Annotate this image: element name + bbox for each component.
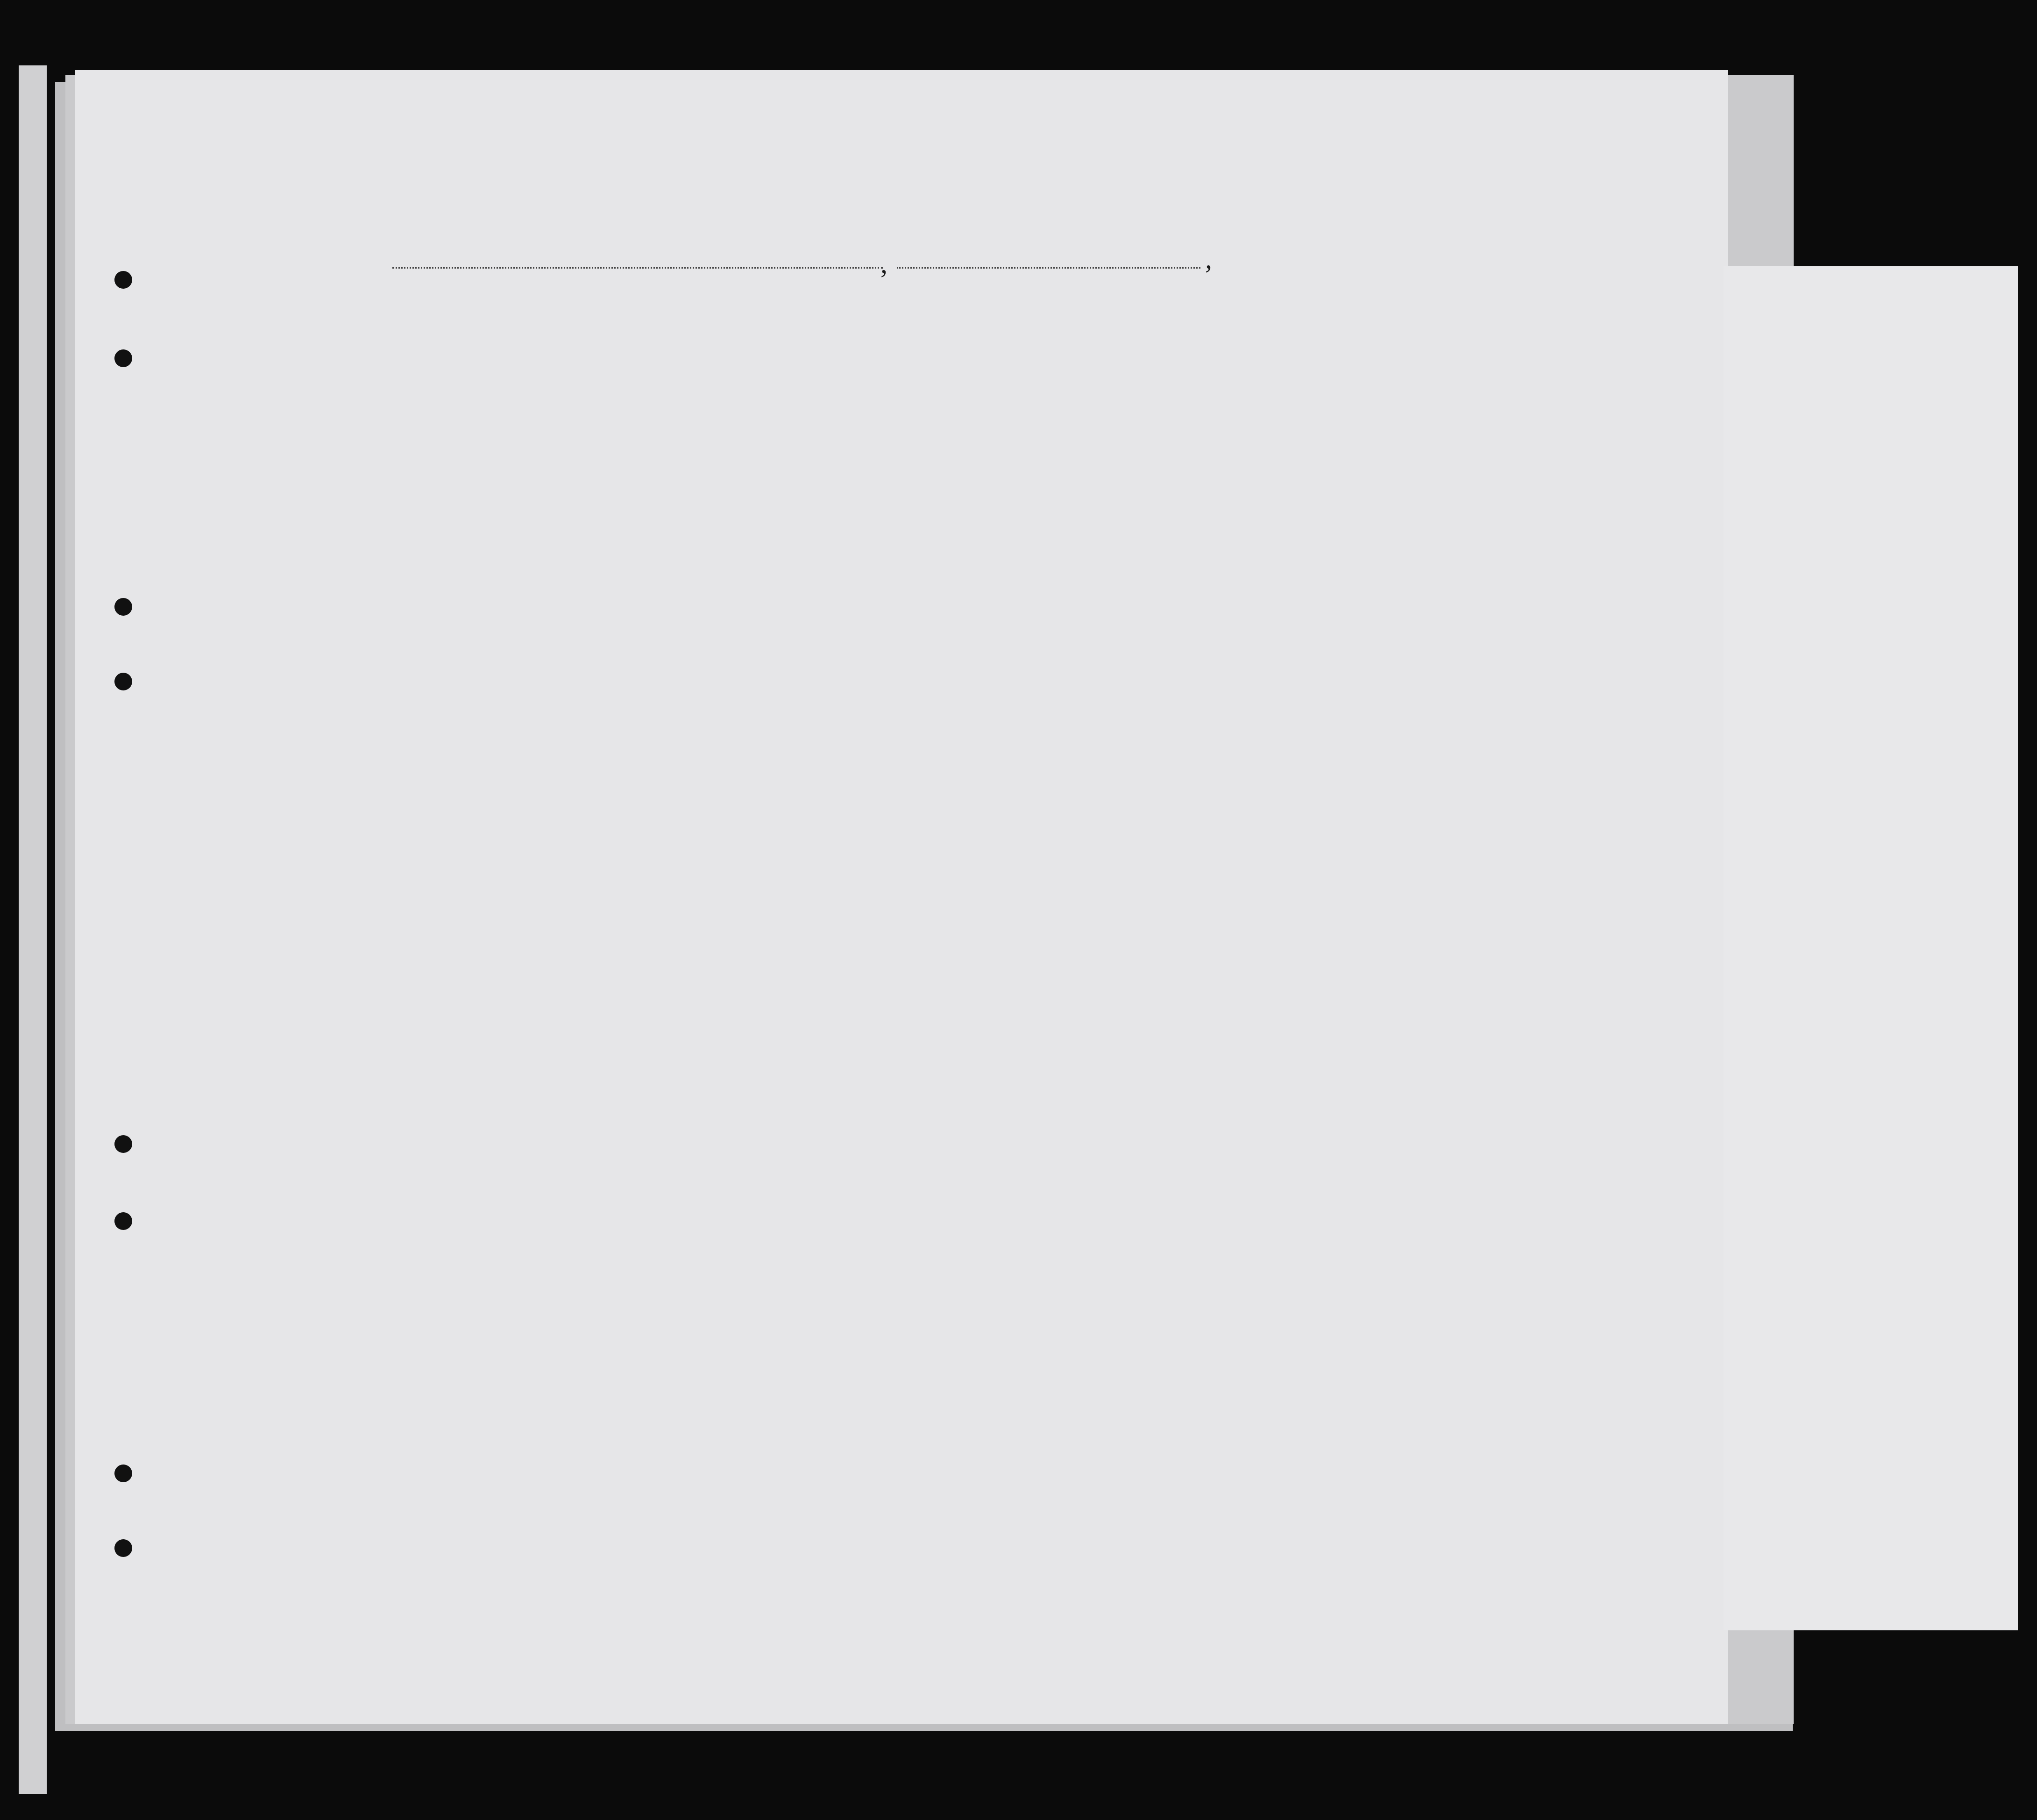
separator-comma: ,: [1205, 243, 1212, 274]
separator-comma: ,: [880, 248, 887, 279]
